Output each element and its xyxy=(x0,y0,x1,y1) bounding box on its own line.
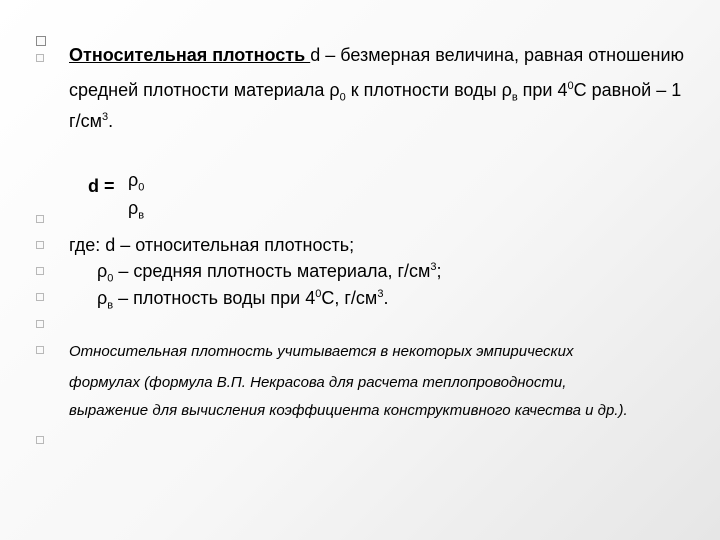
bullet-marker xyxy=(36,215,44,223)
formula-fraction xyxy=(128,170,144,225)
note-line-3: выражение для вычисления коэффициента конструктивного качества и др.). xyxy=(69,402,628,419)
bullet-marker xyxy=(36,436,44,444)
bullet-marker xyxy=(36,293,44,301)
definition-line-1: Относительная плотность d – безмерная величина, равная отношению xyxy=(69,45,685,65)
bullet-marker xyxy=(36,36,46,46)
bullet-marker xyxy=(36,320,44,328)
formula-denominator: $\rho_в$ xyxy=(128,197,145,222)
definition-term: Относительная плотность xyxy=(69,45,311,65)
note-line-1: Относительная плотность учитывается в некоторых эмпирических xyxy=(69,343,574,360)
where-line-2: $\rho_0$ – средняя плотность материала, $г/см^3$; xyxy=(97,261,442,285)
definition-line-2: средней плотности материала $\rho_0$ к плотности воды $\rho_в$ при $4^0С$ равной – 1 xyxy=(69,80,682,104)
definition-line-3: $г/см^3$. xyxy=(69,111,114,131)
formula-numerator: $\rho_0$ xyxy=(128,170,145,194)
bullet-marker xyxy=(36,267,44,275)
bullet-marker xyxy=(36,54,44,62)
note-line-2: формулах (формула В.П. Некрасова для расчета теплопроводности, xyxy=(69,374,567,391)
formula-label: d = xyxy=(88,176,115,196)
bullet-marker xyxy=(36,241,44,249)
where-line-1: где: d – относительная плотность; xyxy=(69,235,355,255)
where-line-3: $\rho_в$ – плотность воды при $4^0С$, $г/см^3$. xyxy=(97,288,389,312)
bullet-marker xyxy=(36,346,44,354)
